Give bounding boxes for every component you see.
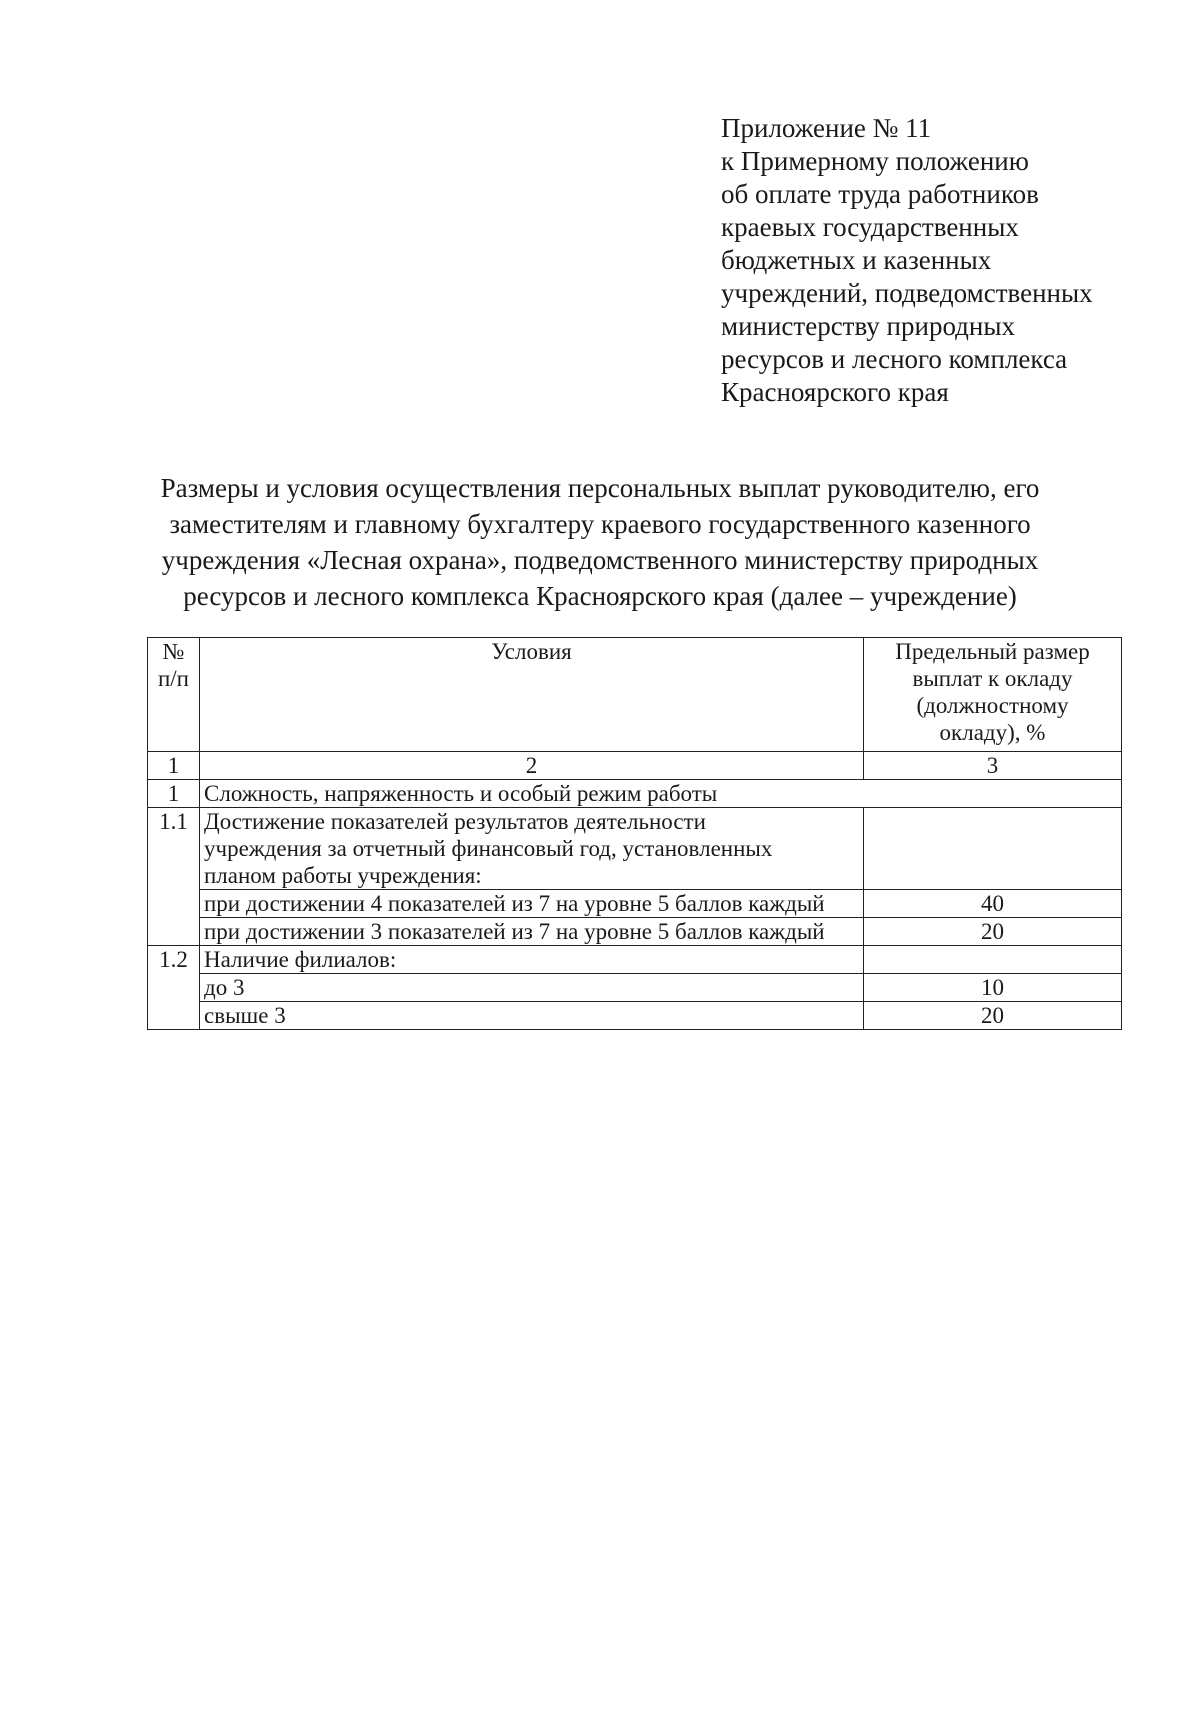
title-line: учреждения «Лесная охрана», подведомственного министерству природных — [161, 545, 1039, 575]
appendix-line: краевых государственных — [721, 212, 1019, 242]
row-limit-value: 40 — [864, 890, 1122, 918]
appendix-line: ресурсов и лесного комплекса — [721, 344, 1068, 374]
row-conditions — [200, 808, 864, 890]
appendix-line: Приложение № 11 — [721, 113, 932, 143]
row-number: 1.2 — [148, 946, 200, 1030]
header-cell-number — [148, 638, 200, 752]
header-limit-line: (должностному — [916, 693, 1069, 718]
row-limit-value: 20 — [864, 918, 1122, 946]
header-number-abbr: п/п — [157, 666, 189, 691]
header-limit-line: выплат к окладу — [912, 666, 1073, 691]
row-limit-value: 10 — [864, 974, 1122, 1002]
appendix-line: учреждений, подведомственных — [721, 278, 1093, 308]
row-conditions: при достижении 4 показателей из 7 на уровне 5 баллов каждый — [200, 890, 864, 918]
table-row-section-1 — [148, 780, 1122, 808]
row-limit-value — [864, 808, 1122, 890]
appendix-line: к Примерному положению — [721, 146, 1029, 176]
table-row-item-1-1-sub-2 — [148, 918, 1122, 946]
table-row-item-1-1-sub-1 — [148, 890, 1122, 918]
header-cell-conditions — [200, 638, 864, 752]
conditions-line: учреждения за отчетный финансовый год, установленных — [204, 836, 773, 861]
header-cell-limit — [864, 638, 1122, 752]
table-row-item-1-2 — [148, 946, 1122, 974]
index-cell: 1 — [148, 752, 200, 780]
row-conditions: свыше 3 — [200, 1002, 864, 1030]
document-title — [130, 470, 1070, 614]
index-cell: 3 — [864, 752, 1122, 780]
title-line: ресурсов и лесного комплекса Красноярского края (далее – учреждение) — [183, 581, 1017, 611]
conditions-line: Достижение показателей результатов деятельности — [204, 809, 706, 834]
header-limit-line: окладу), % — [939, 720, 1046, 745]
row-conditions: до 3 — [200, 974, 864, 1002]
title-line: заместителям и главному бухгалтеру краевого государственного казенного — [169, 509, 1031, 539]
row-limit-value: 20 — [864, 1002, 1122, 1030]
table-index-row — [148, 752, 1122, 780]
table-row-item-1-2-sub-1 — [148, 974, 1122, 1002]
table-row-item-1-2-sub-2 — [148, 1002, 1122, 1030]
row-limit-value — [864, 946, 1122, 974]
table-header-row — [148, 638, 1122, 752]
header-limit-line: Предельный размер — [895, 639, 1090, 664]
appendix-line: Красноярского края — [721, 377, 949, 407]
title-line: Размеры и условия осуществления персональных выплат руководителю, его — [160, 473, 1040, 503]
appendix-header — [721, 112, 1161, 409]
header-number-symbol: № — [162, 639, 185, 664]
table-row-item-1-1 — [148, 808, 1122, 890]
row-conditions: Сложность, напряженность и особый режим работы — [200, 780, 1122, 808]
row-conditions: при достижении 3 показателей из 7 на уровне 5 баллов каждый — [200, 918, 864, 946]
index-cell: 2 — [200, 752, 864, 780]
appendix-line: министерству природных — [721, 311, 1016, 341]
appendix-line: бюджетных и казенных — [721, 245, 992, 275]
appendix-line: об оплате труда работников — [721, 179, 1039, 209]
row-number: 1.1 — [148, 808, 200, 946]
header-conditions-label: Условия — [491, 639, 572, 664]
row-number: 1 — [148, 780, 200, 808]
conditions-line: планом работы учреждения: — [204, 863, 482, 888]
row-conditions: Наличие филиалов: — [200, 946, 864, 974]
payments-table — [147, 637, 1122, 1030]
